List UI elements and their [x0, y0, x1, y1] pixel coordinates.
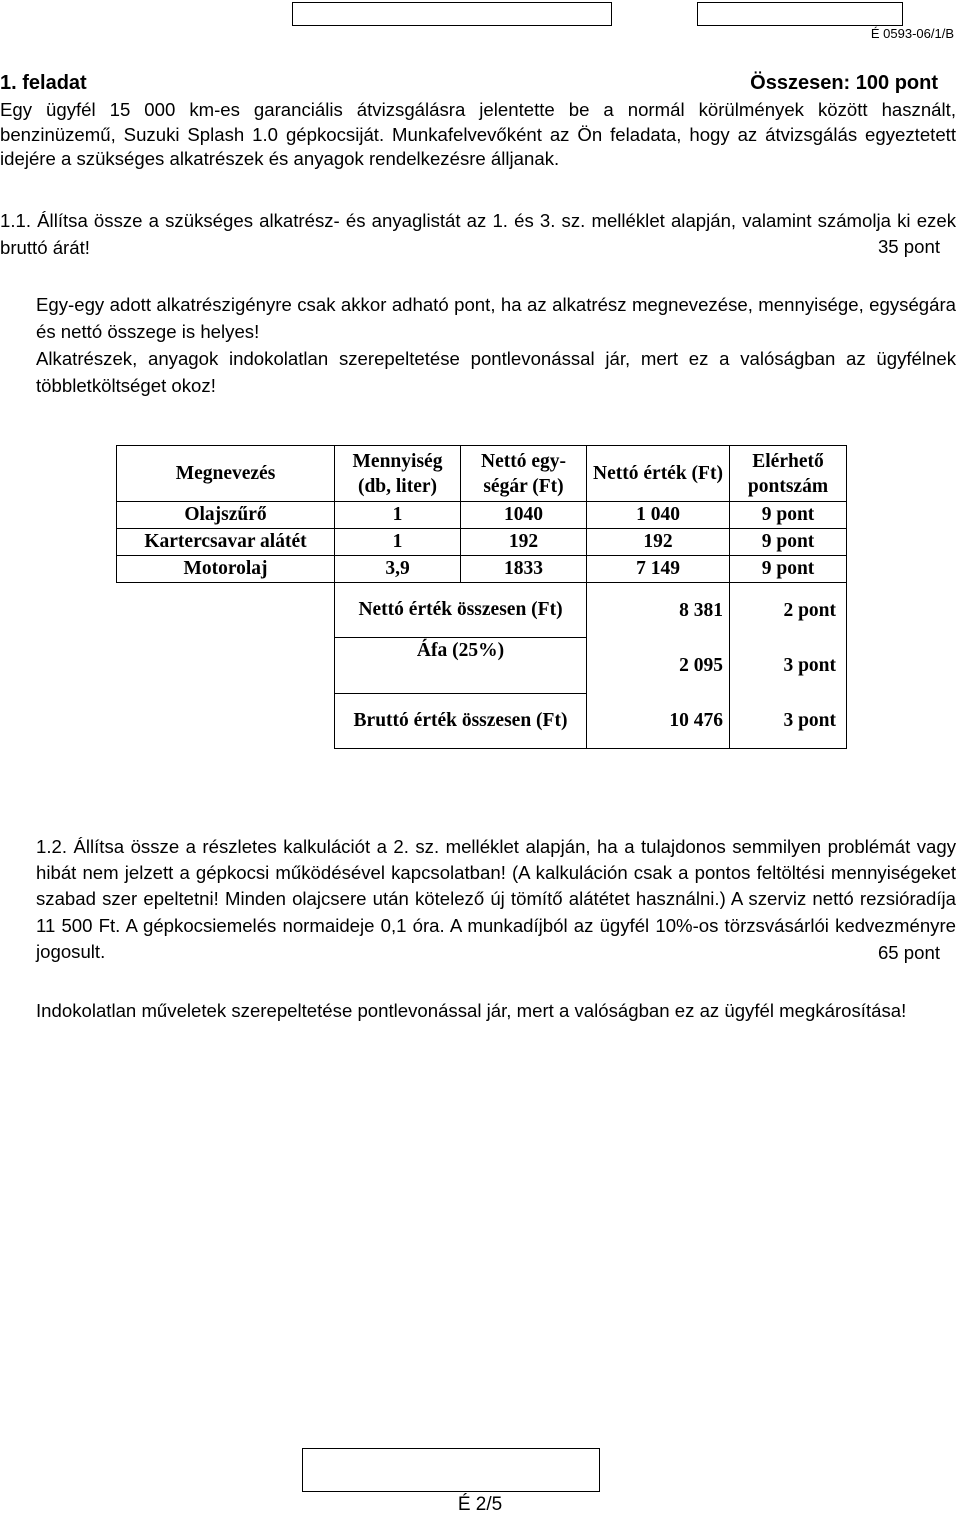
cell-unit-price: 1833 — [461, 556, 587, 583]
cell-name: Motorolaj — [117, 556, 335, 583]
summary-gross-points: 3 pont — [783, 709, 836, 731]
table-row — [117, 556, 847, 583]
summary-vat-label: Áfa (25%) — [335, 638, 587, 693]
summary-net-label: Nettó érték összesen (Ft) — [335, 583, 587, 638]
task-title: 1. feladat — [0, 72, 87, 94]
table-row — [117, 502, 847, 529]
cell-name: Olajszűrő — [117, 502, 335, 529]
col-header-unit-price: Nettó egy-ségár (Ft) — [461, 446, 587, 502]
parts-table — [116, 445, 847, 749]
question-1-2-text: 1.2. Állítsa össze a részletes kalkulációt a 2. sz. melléklet alapján, ha a tulajdonos semmilyen problémát vagy hibát nem jelzett a gépkocsi működésével kapcsolatban! (A kalkuláción csak a pontos feltöltési mennyiségeket szabad szer epeltetni! Minden olajcsere után kötelező új tömítő alátétet használni.) A szerviz nettó rezsióradíja 11 500 Ft. A gépkocsiemelés normaideje 0,1 óra. A munkadíjból az ügyfél 10%-os törzsvásárlói kedvezményre jogosult. — [36, 836, 956, 962]
cell-net-value: 192 — [587, 529, 730, 556]
cell-name: Kartercsavar alátét — [117, 529, 335, 556]
table-row — [117, 529, 847, 556]
cell-unit-price: 1040 — [461, 502, 587, 529]
question-1-1-note1: Egy-egy adott alkatrészigényre csak akkor adható pont, ha az alkatrész megnevezése, mennyisége, egységára és nettó összege is helyes! — [36, 294, 956, 342]
cell-quantity: 1 — [335, 529, 461, 556]
intro-paragraph: Egy ügyfél 15 000 km-es garanciális átvizsgálásra jelentette be a normál körülmények között használt, benzinüzemű, Suzuki Splash 1.0 gépkocsiját. Munkafelvevőként az Ön feladata, hogy az átvizsgálás egyeztetett idejére a szükséges alkatrészek és anyagok rendelkezésre álljanak. — [0, 99, 956, 169]
page-number: É 2/5 — [457, 1494, 503, 1515]
question-1-2-points: 65 pont — [877, 942, 940, 963]
cell-points: 9 pont — [730, 556, 847, 583]
document-code: É 0593-06/1/B — [870, 26, 954, 41]
col-header-points: Elérhető pontszám — [730, 446, 847, 502]
bottom-box — [302, 1448, 600, 1492]
top-right-box — [697, 2, 903, 26]
cell-quantity: 3,9 — [335, 556, 461, 583]
summary-gross-value: 10 476 — [669, 709, 723, 731]
summary-net-value: 8 381 — [679, 599, 723, 621]
summary-row-net — [117, 583, 847, 638]
question-1-1 — [0, 207, 956, 261]
cell-net-value: 1 040 — [587, 502, 730, 529]
summary-vat-value: 2 095 — [679, 654, 723, 676]
question-1-2-note: Indokolatlan műveletek szerepeltetése pontlevonással jár, mert a valóságban ez az ügyfél megkárosítása! — [36, 1000, 907, 1021]
cell-net-value: 7 149 — [587, 556, 730, 583]
summary-net-points: 2 pont — [783, 599, 836, 621]
question-1-1-points: 35 pont — [877, 236, 940, 257]
col-header-quantity: Mennyiség (db, liter) — [335, 446, 461, 502]
cell-points: 9 pont — [730, 529, 847, 556]
cell-points: 9 pont — [730, 502, 847, 529]
task-total-points: Összesen: 100 pont — [750, 72, 938, 94]
summary-gross-label: Bruttó érték összesen (Ft) — [335, 693, 587, 748]
top-left-box — [292, 2, 612, 26]
col-header-net-value: Nettó érték (Ft) — [587, 446, 730, 502]
question-1-1-note2: Alkatrészek, anyagok indokolatlan szerepeltetése pontlevonással jár, mert ez a valóságban az ügyfélnek többletköltséget okoz! — [36, 348, 956, 396]
question-1-1-text: 1.1. Állítsa össze a szükséges alkatrész- és anyaglistát az 1. és 3. sz. melléklet alapján, valamint számolja ki ezek bruttó árát! — [0, 210, 956, 258]
cell-unit-price: 192 — [461, 529, 587, 556]
col-header-name: Megnevezés — [117, 446, 335, 502]
cell-quantity: 1 — [335, 502, 461, 529]
question-1-2 — [36, 834, 956, 965]
summary-vat-points: 3 pont — [783, 654, 836, 676]
table-header-row — [117, 446, 847, 502]
